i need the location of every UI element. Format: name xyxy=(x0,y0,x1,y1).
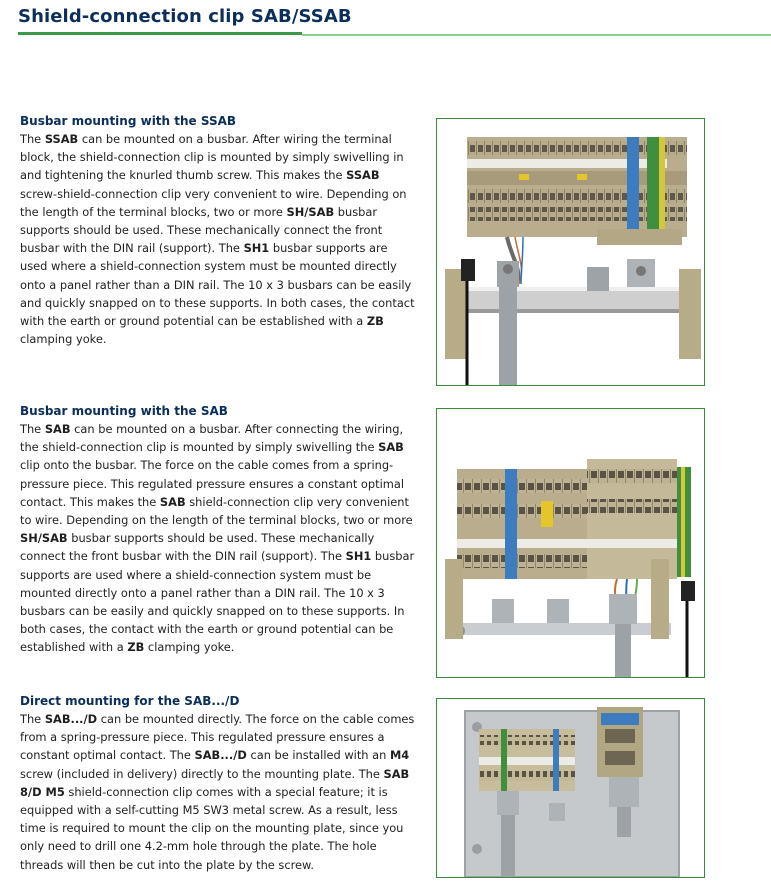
sab-d-mounting-illustration xyxy=(437,699,704,877)
sab-mounting-illustration xyxy=(437,409,704,677)
section-heading: Busbar mounting with the SSAB xyxy=(20,114,237,128)
product-code: ZB xyxy=(366,314,384,329)
product-code: SH/SAB xyxy=(20,531,68,546)
product-code: SAB xyxy=(44,422,71,436)
product-code: SAB.../D xyxy=(194,748,247,763)
ssab-mounting-illustration xyxy=(437,119,704,385)
page-title: Shield-connection clip SAB/SSAB xyxy=(18,6,352,27)
product-code: SAB.../D xyxy=(44,712,98,726)
product-code: M4 xyxy=(389,748,410,763)
product-code: SAB xyxy=(159,494,186,509)
product-code: SH1 xyxy=(243,241,270,256)
product-code: ZB xyxy=(127,640,145,655)
product-code: SSAB xyxy=(44,132,79,146)
product-code: SH/SAB xyxy=(286,204,335,219)
section-sab xyxy=(20,404,416,657)
section-body: The SSAB can be mounted on a busbar. After wiring the terminal block, the shield-connection clip is mounted by simply swivelling in and tightening the knurled thumb screw. This makes the SSAB screw-shield-connection clip very convenient to wire. Depending on the length of the terminal blocks, two or more SH/SAB busbar supports should be used. These mechanically connect the front busbar with the DIN rail (support). The SH1 busbar supports are used where a shield-connection system must be mounted directly onto a panel rather than a DIN rail. The 10 x 3 busbars can be easily and quickly snapped on to these supports. In both cases, the contact with the earth or ground potential can be established with a ZB clamping yoke. xyxy=(20,132,415,347)
product-code: SAB 8/D M5 xyxy=(20,766,410,799)
product-code: SAB xyxy=(378,440,404,455)
section-heading: Direct mounting for the SAB.../D xyxy=(20,694,240,708)
title-underline-dark xyxy=(18,32,302,35)
title-underline-light xyxy=(302,34,771,36)
product-code: SSAB xyxy=(346,168,380,183)
section-heading: Busbar mounting with the SAB xyxy=(20,404,228,418)
section-body: The SAB can be mounted on a busbar. After connecting the wiring, the shield-connection clip is mounted by simply swivelling the SAB clip onto the busbar. The force on the cable comes from a spring-pressure piece. This regulated pressure ensures a constant optimal contact. This makes the SAB shield-connection clip very convenient to wire. Depending on the length of the terminal blocks, two or more SH/SAB busbar supports should be used. These mechanically connect the front busbar with the DIN rail (support). The SH1 busbar supports are used where a shield-connection system must be mounted directly onto a panel rather than a DIN rail. The 10 x 3 busbars can be easily and quickly snapped on to these supports. In both cases, the contact with the earth or ground potential can be established with a ZB clamping yoke. xyxy=(20,422,415,655)
section-ssab xyxy=(20,114,416,348)
sab-d-direct-mounting-photo xyxy=(436,698,705,878)
section-sab-d xyxy=(20,694,416,874)
product-code: SH1 xyxy=(345,549,372,564)
sab-mounting-photo xyxy=(436,408,705,678)
ssab-mounting-photo xyxy=(436,118,705,386)
section-body: The SAB.../D can be mounted directly. The force on the cable comes from a spring-pressure piece. This regulated pressure ensures a constant optimal contact. The SAB.../D can be installed with an M4 screw (included in delivery) directly to the mounting plate. The SAB 8/D M5 shield-connection clip comes with a special feature; it is equipped with a self-cutting M5 SW3 metal screw. As a result, less time is required to mount the clip on the mounting plate, since you only need to drill one 4.2-mm hole through the plate. The hole threads will then be cut into the plate by the screw. xyxy=(20,712,415,872)
